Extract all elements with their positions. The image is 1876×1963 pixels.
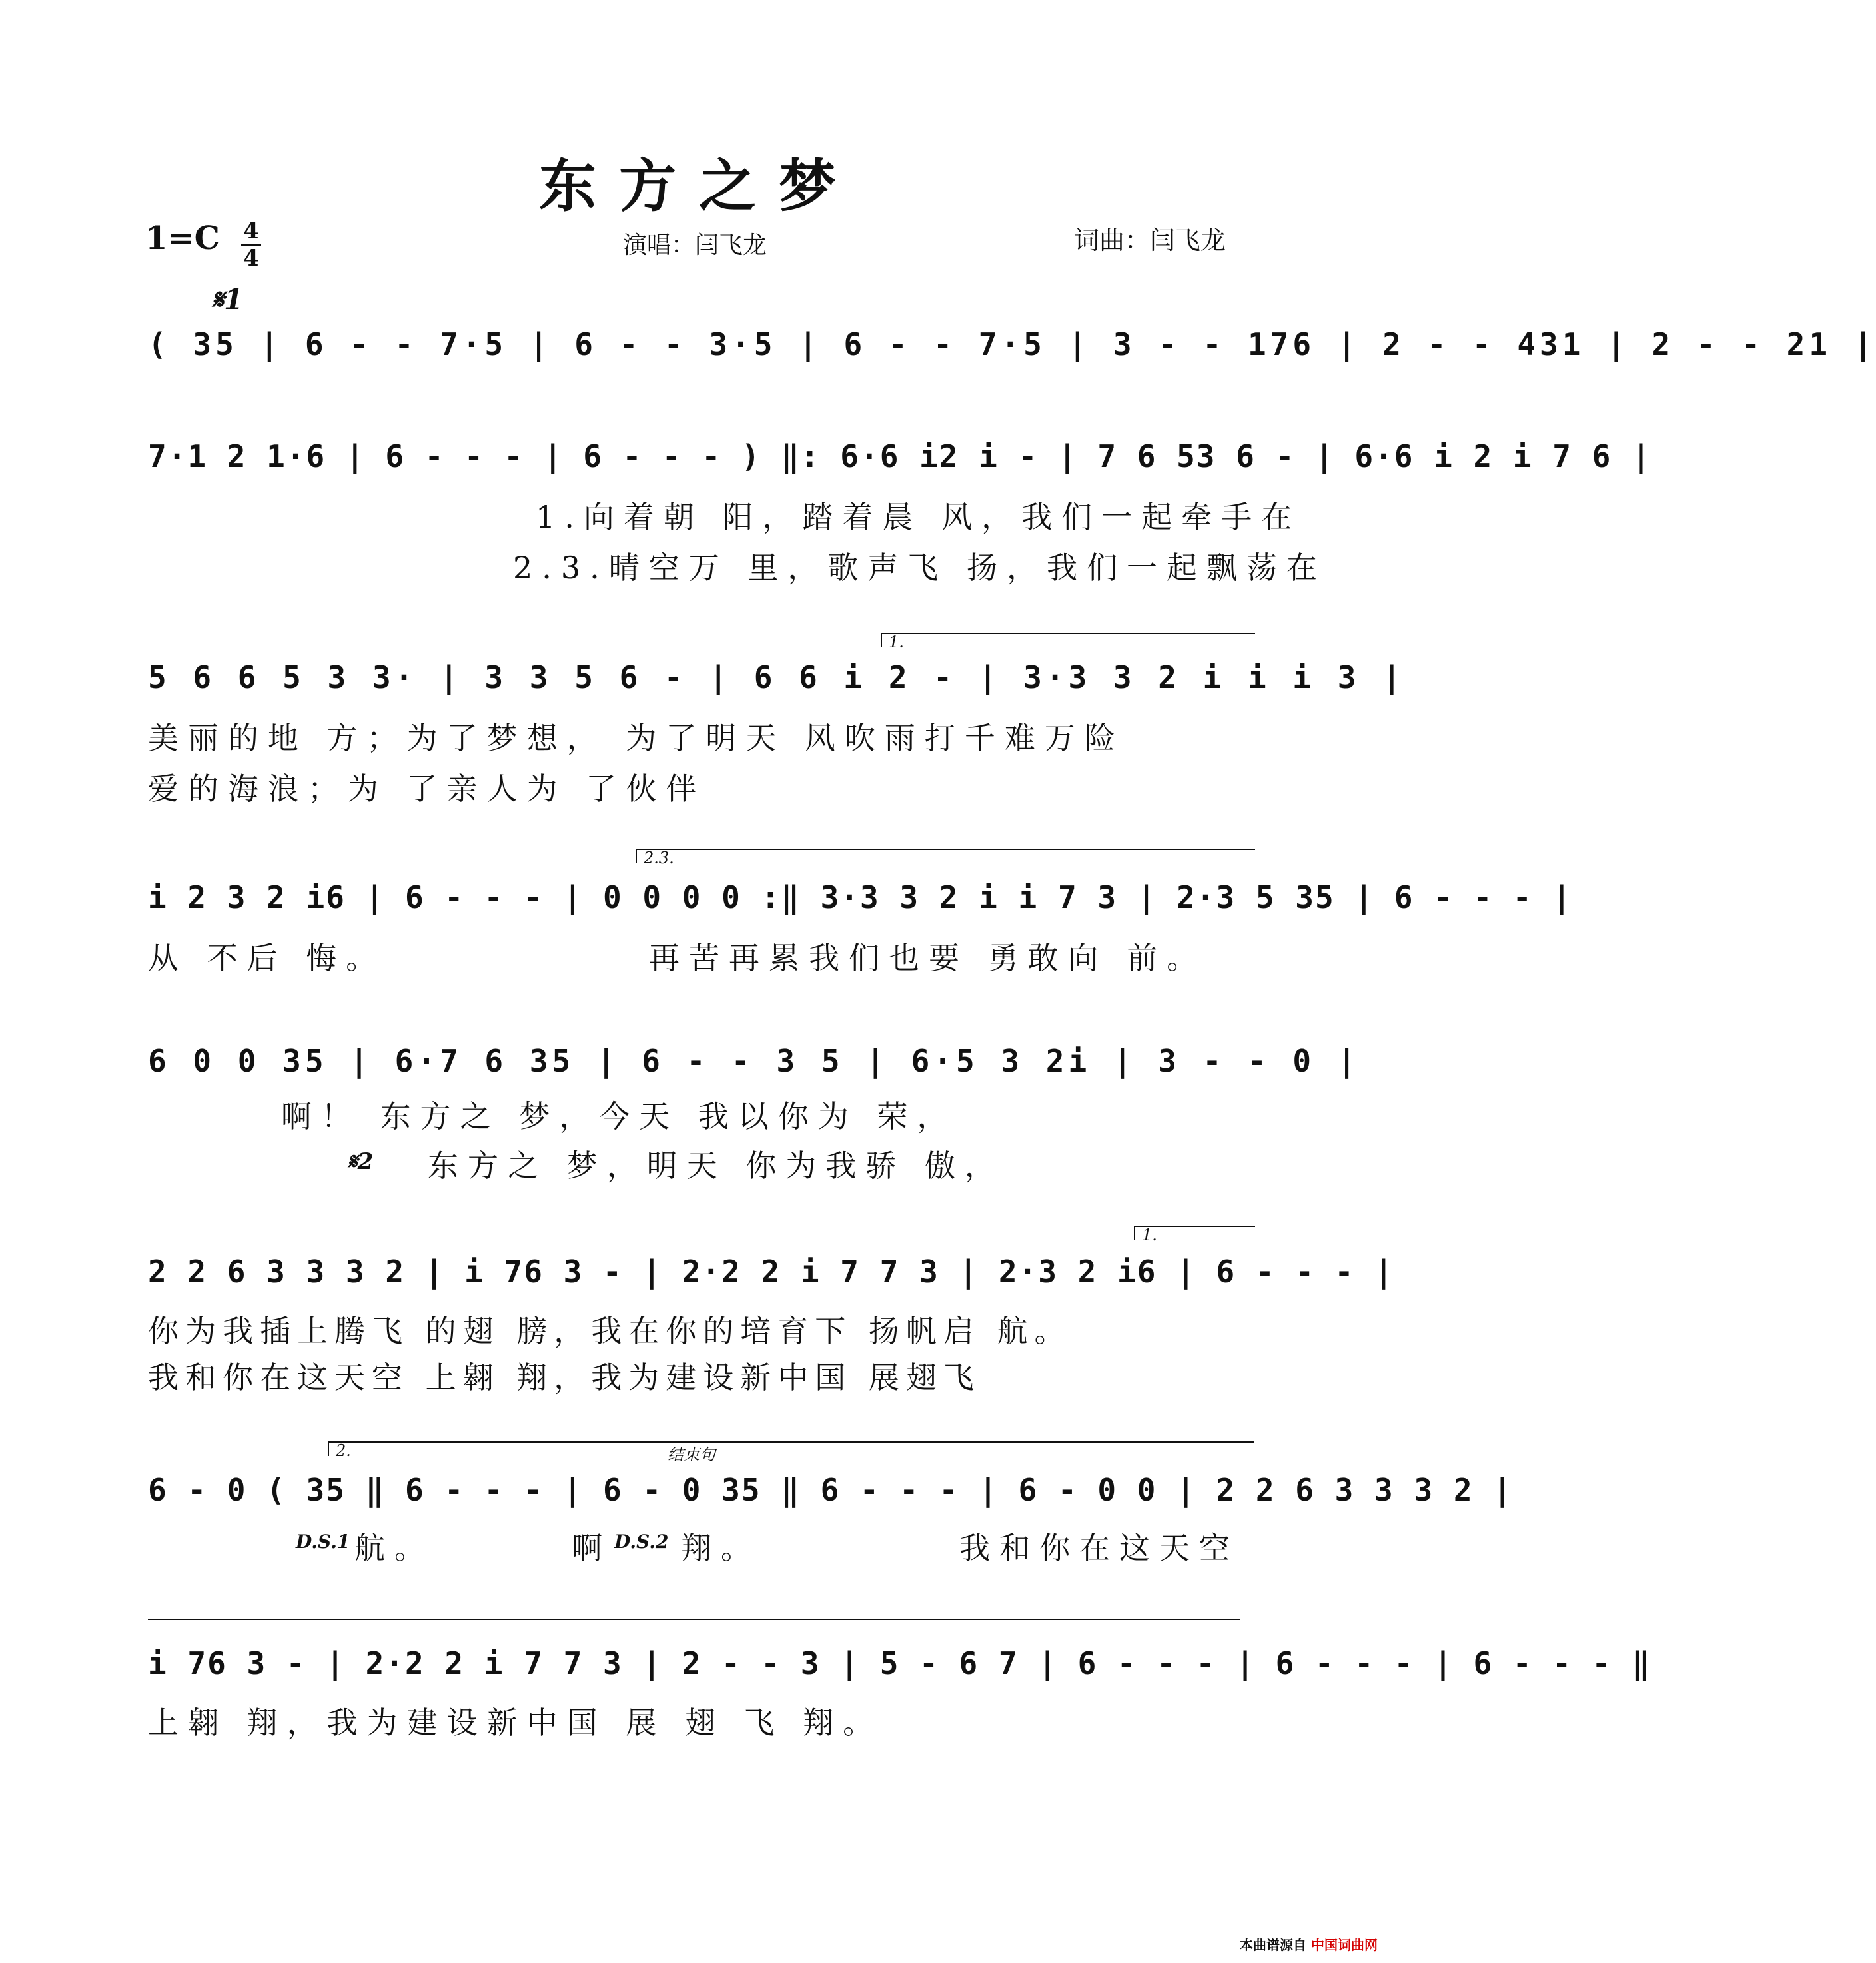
volta-1-bracket: 1. xyxy=(881,633,1255,647)
lyric-line-2-verse-2: 2.3.晴空万 里，歌声飞 扬，我们一起飘荡在 xyxy=(513,550,1327,586)
lyric-line-6-verse-2: 我和你在这天空 上翱 翔，我为建设新中国 展翅飞 xyxy=(148,1360,981,1395)
volta-23-bracket: 2.3. xyxy=(636,849,1255,863)
coda-label: 结束句 xyxy=(668,1445,715,1464)
ds2-mark: D.S.2 xyxy=(614,1531,669,1553)
lyric-line-6-verse-1: 你为我插上腾飞 的翅 膀，我在你的培育下 扬帆启 航。 xyxy=(148,1313,1072,1349)
lyric-line-4-part-1: 从 不后 悔。 xyxy=(148,940,386,976)
notes-line-2: 7·1 2 1·6 | 6 - - - | 6 - - - ) ‖: 6·6 i2 i - | 7 6 53 6 - | 6·6 i 2 i 7 6 | xyxy=(148,438,1651,474)
song-title: 东方之梦 xyxy=(539,153,859,220)
source-footer xyxy=(1240,1934,1378,1954)
lyric-line-7-part-4: 我和你在这天空 xyxy=(959,1530,1239,1566)
segno-1-mark: 𝄋1 xyxy=(212,283,244,316)
author-credit: 词曲：闫飞龙 xyxy=(1074,226,1226,255)
lyric-line-4-part-2: 再苦再累我们也要 勇敢向 前。 xyxy=(649,940,1207,976)
top-rule-line-8 xyxy=(148,1619,1240,1633)
notes-line-4: i 2 3 2 i6 | 6 - - - | 0 0 0 0 :‖ 3·3 3 2 i i 7 3 | 2·3 5 35 | 6 - - - | xyxy=(148,879,1572,915)
singer-credit: 演唱：闫飞龙 xyxy=(623,232,767,259)
notes-line-6: 2 2 6 3 3 3 2 | i 76 3 - | 2·2 2 i 7 7 3 | 2·3 2 i6 | 6 - - - | xyxy=(148,1254,1394,1290)
time-signature-bottom: 4 xyxy=(243,245,259,272)
lyric-line-5-verse-2: 东方之 梦，明天 你为我骄 傲， xyxy=(428,1148,1005,1184)
ds1-mark: D.S.1 xyxy=(296,1531,350,1553)
lyric-line-3-verse-2: 爱的海浪；为 了亲人为 了伙伴 xyxy=(148,771,706,807)
key-signature: 1=C xyxy=(145,220,220,257)
segno-2-mark: 𝄋2 xyxy=(348,1148,374,1175)
lyric-line-8: 上翱 翔，我为建设新中国 展 翅 飞 翔。 xyxy=(148,1705,883,1741)
time-signature-top: 4 xyxy=(243,218,259,244)
footer-site-link[interactable]: 中国词曲网 xyxy=(1311,1937,1378,1953)
notes-line-7: 6 - 0 ( 35 ‖ 6 - - - | 6 - 0 35 ‖ 6 - - - | 6 - 0 0 | 2 2 6 3 3 3 2 | xyxy=(148,1472,1513,1508)
lyric-line-7-part-1: 航。 xyxy=(354,1530,434,1566)
left-edge-pattern xyxy=(0,0,17,1963)
volta-2-bracket: 2. xyxy=(328,1441,396,1456)
lyric-line-7-part-3: 翔。 xyxy=(681,1530,761,1566)
lyric-line-7-part-2: 啊 xyxy=(572,1530,612,1566)
footer-prefix: 本曲谱源自 xyxy=(1240,1937,1307,1953)
notes-line-3: 5 6 6 5 3 3· | 3 3 5 6 - | 6 6 i 2 - | 3·3 3 2 i i i 3 | xyxy=(148,659,1405,695)
lyric-line-5-verse-1: 啊！ 东方之 梦，今天 我以你为 荣， xyxy=(281,1098,957,1134)
lyric-line-3-verse-1: 美丽的地 方；为了梦想， 为了明天 风吹雨打千难万险 xyxy=(148,720,1125,756)
volta-1b-bracket: 1. xyxy=(1134,1226,1255,1240)
notes-line-1: ( 35 | 6 - - 7·5 | 6 - - 3·5 | 6 - - 7·5 | 3 - - 176 | 2 - - 431 | 2 - - 21 | xyxy=(148,326,1876,362)
notes-line-8: i 76 3 - | 2·2 2 i 7 7 3 | 2 - - 3 | 5 - 6 7 | 6 - - - | 6 - - - | 6 - - - ‖ xyxy=(148,1645,1651,1681)
volta-line xyxy=(328,1441,1254,1456)
time-signature xyxy=(241,220,261,270)
lyric-line-2-verse-1: 1.向着朝 阳，踏着晨 风，我们一起牵手在 xyxy=(536,499,1302,535)
notes-line-5: 6 0 0 35 | 6·7 6 35 | 6 - - 3 5 | 6·5 3 2i | 3 - - 0 | xyxy=(148,1043,1360,1079)
